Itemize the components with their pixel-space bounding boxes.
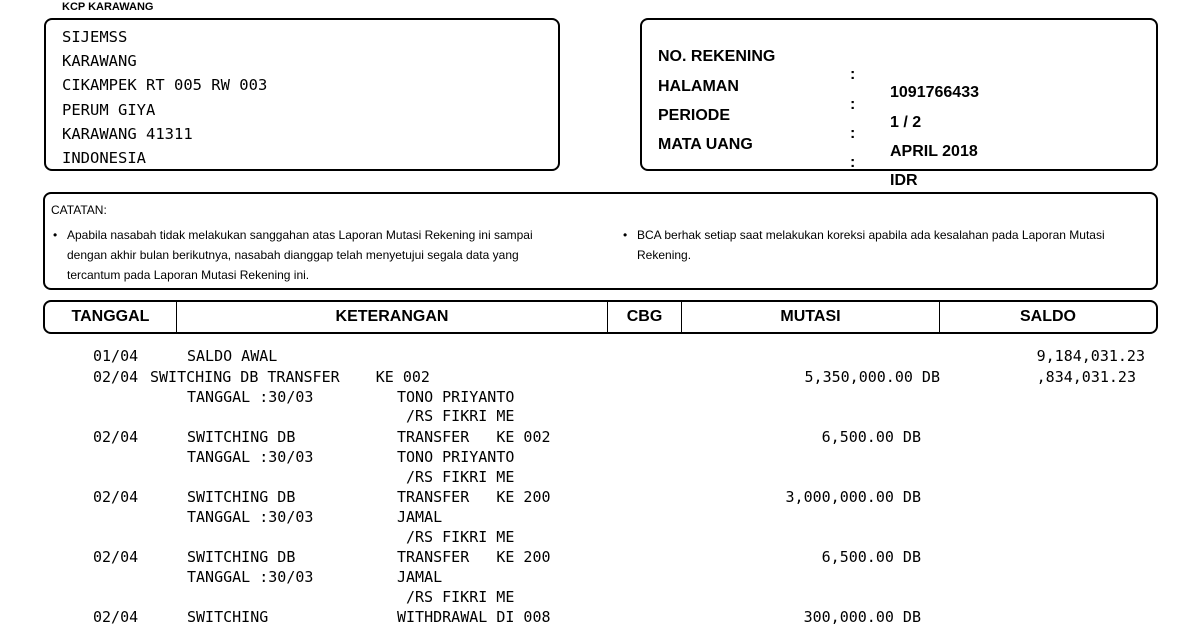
entry-balance: 9,184,031.23 (1036, 347, 1145, 365)
entry-detail: TONO PRIYANTO (397, 388, 515, 406)
notes-box (43, 192, 1158, 290)
address-line: KARAWANG 41311 (62, 124, 193, 143)
table-header (43, 300, 1158, 334)
entry-detail: JAMAL (397, 508, 443, 526)
bullet-icon: • (53, 228, 58, 242)
entry-detail: /RS FIKRI ME (397, 407, 515, 425)
entry-description: SALDO AWAL (187, 347, 278, 365)
separator: : (850, 66, 856, 83)
address-line: KARAWANG (62, 52, 137, 71)
currency-label: MATA UANG (658, 136, 753, 153)
header-keterangan: KETERANGAN (335, 308, 449, 325)
account-number-label: NO. REKENING (658, 48, 776, 65)
entry-date: 01/04 (93, 347, 139, 365)
note-left (53, 225, 613, 285)
separator: : (850, 96, 856, 113)
account-number-value: 1091766433 (890, 84, 979, 101)
address-line: SIJEMSS (62, 28, 128, 46)
entry-detail: TONO PRIYANTO (397, 448, 515, 466)
customer-address-box (44, 18, 560, 171)
entry-description: TANGGAL :30/03 (187, 448, 314, 466)
entry-detail: JAMAL (397, 568, 443, 586)
entry-mutation: 5,350,000.00 DB (804, 368, 940, 386)
entry-description: SWITCHING DB (187, 488, 296, 506)
entry-detail: /RS FIKRI ME (406, 588, 515, 606)
entry-date: 02/04 (93, 428, 139, 446)
entry-mutation: 300,000.00 DB (803, 608, 921, 626)
address-line: PERUM GIYA (62, 100, 156, 119)
entry-detail: TRANSFER KE 002 (397, 428, 551, 446)
entry-mutation: 6,500.00 DB (821, 428, 921, 446)
separator: : (850, 154, 856, 171)
page-label: HALAMAN (658, 78, 739, 95)
entry-description: TANGGAL :30/03 (187, 508, 314, 526)
header-saldo: SALDO (1020, 308, 1076, 325)
entry-detail: /RS FIKRI ME (406, 528, 515, 546)
entry-description: SWITCHING DB (187, 428, 296, 446)
note-line: tercantum pada Laporan Mutasi Rekening ini. (67, 268, 310, 282)
branch-name: KCP KARAWANG (62, 1, 154, 13)
period-value: APRIL 2018 (890, 143, 978, 160)
entry-detail: TRANSFER KE 200 (397, 548, 551, 566)
header-mutasi: MUTASI (780, 308, 841, 325)
entry-date: 02/04 (93, 548, 139, 566)
header-tanggal: TANGGAL (71, 308, 150, 325)
entry-description: SWITCHING (187, 608, 269, 626)
entry-balance: ,834,031.23 (1036, 368, 1136, 386)
address-line: CIKAMPEK RT 005 RW 003 (62, 76, 268, 95)
entry-mutation: 6,500.00 DB (821, 548, 921, 566)
entry-detail: WITHDRAWAL DI 008 (397, 608, 551, 626)
entry-date: 02/04 (93, 368, 139, 386)
entry-description: SWITCHING DB TRANSFER KE 002 (150, 368, 430, 386)
header-cbg: CBG (626, 308, 663, 325)
notes-title: CATATAN: (51, 203, 107, 217)
entry-detail: TRANSFER KE 200 (397, 488, 551, 506)
bullet-icon: • (623, 228, 628, 242)
entry-description: SWITCHING DB (187, 548, 296, 566)
page-value: 1 / 2 (890, 114, 922, 131)
note-line: BCA berhak setiap saat melakukan koreksi apabila ada kesalahan pada Laporan Mutasi (637, 228, 1105, 242)
entry-description: TANGGAL :30/03 (187, 388, 314, 406)
note-line: Apabila nasabah tidak melakukan sanggahan atas Laporan Mutasi Rekening ini sampai (67, 228, 533, 242)
address-line: INDONESIA (62, 149, 146, 168)
entry-date: 02/04 (93, 488, 139, 506)
currency-value: IDR (890, 172, 918, 189)
account-info-box (640, 18, 1158, 189)
entry-date: 02/04 (93, 608, 139, 626)
note-line: dengan akhir bulan berikutnya, nasabah dianggap telah menyetujui segala data yang (67, 248, 519, 262)
separator: : (850, 125, 856, 142)
note-right (623, 225, 1153, 265)
entry-mutation: 3,000,000.00 DB (785, 488, 921, 506)
entry-detail: /RS FIKRI ME (406, 468, 515, 486)
note-line: Rekening. (637, 248, 692, 262)
period-label: PERIODE (658, 107, 731, 124)
entry-description: TANGGAL :30/03 (187, 568, 314, 586)
